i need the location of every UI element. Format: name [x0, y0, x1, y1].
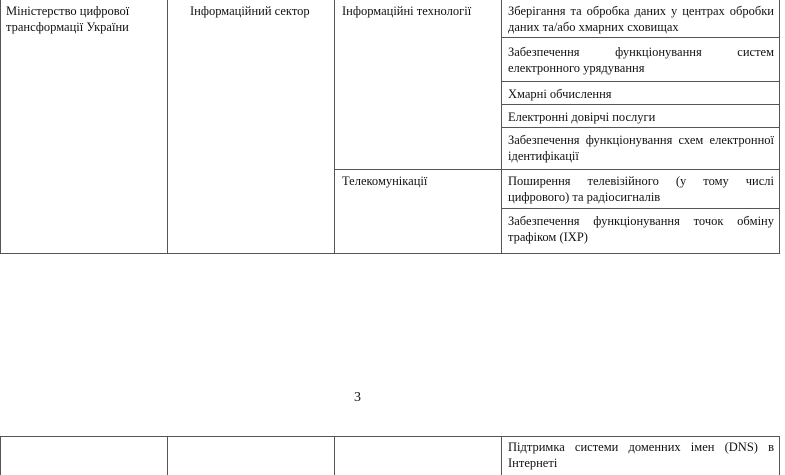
service-item: Електронні довірчі послуги: [508, 110, 656, 124]
service-item: Поширення телевізійного (у тому числі цифрового) та радіосигналів: [508, 174, 774, 204]
table-border-left: [0, 436, 1, 475]
subsector-divider: [334, 169, 780, 170]
table-border-bottom: [0, 253, 780, 254]
page-number: 3: [354, 390, 361, 405]
column-divider-2: [334, 0, 335, 254]
service-item: Забезпечення функціонування систем електронного урядування: [508, 45, 774, 75]
service-item: Забезпечення функціонування схем електронної ідентифікації: [508, 133, 774, 163]
service-item: Хмарні обчислення: [508, 87, 612, 101]
row-divider: [501, 81, 780, 82]
row-divider: [501, 104, 780, 105]
row-divider: [501, 127, 780, 128]
service-item: Забезпечення функціонування точок обміну трафіком (IXP): [508, 214, 774, 244]
service-item: Зберігання та обробка даних у центрах обробки даних та/або хмарних сховищах: [508, 4, 774, 34]
table-border-right: [779, 436, 780, 475]
column-divider-2: [334, 436, 335, 475]
row-divider: [501, 37, 780, 38]
sector-name: Інформаційний сектор: [190, 4, 310, 18]
row-divider: [501, 208, 780, 209]
table-border-left: [0, 0, 1, 254]
service-item: Підтримка системи доменних імен (DNS) в Інтернеті: [508, 440, 774, 470]
subsector-name: Інформаційні технології: [342, 4, 472, 18]
subsector-name: Телекомунікації: [342, 174, 428, 188]
ministry-name: Міністерство цифрової трансформації України: [6, 4, 130, 34]
table-border-top: [0, 436, 780, 437]
column-divider-3: [501, 436, 502, 475]
column-divider-1: [167, 436, 168, 475]
column-divider-1: [167, 0, 168, 254]
